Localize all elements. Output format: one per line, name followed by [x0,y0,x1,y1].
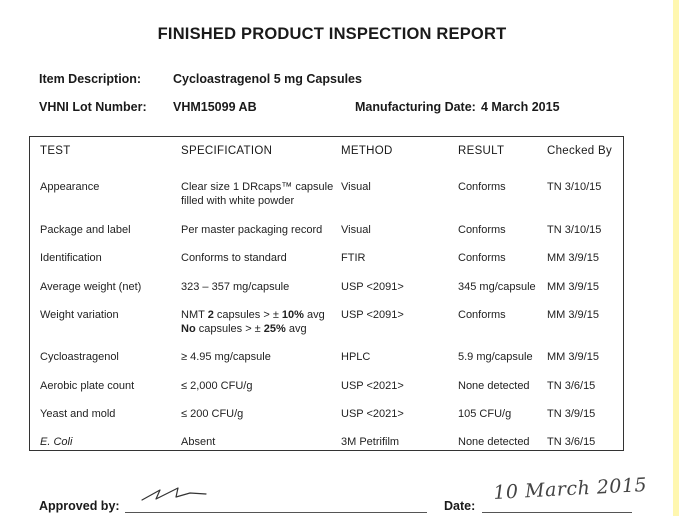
spec-bold: 10% [281,309,304,321]
cell-checked: MM 3/9/15 [547,252,599,264]
cell-checked: TN 3/9/15 [547,408,596,420]
lot-number-value: VHM15099 AB [173,100,257,114]
cell-checked: MM 3/9/15 [547,309,599,321]
cell-method: USP <2021> [341,380,404,392]
cell-spec: 323 – 357 mg/capsule [181,281,290,293]
cell-test: Appearance [40,181,100,193]
cell-checked: TN 3/10/15 [547,181,602,193]
cell-result: Conforms [458,309,506,321]
cell-spec-line2: filled with white powder [181,195,295,207]
cell-test: Package and label [40,224,131,236]
cell-checked: TN 3/10/15 [547,224,602,236]
spec-bold: 25% [263,323,286,335]
cell-spec: ≥ 4.95 mg/capsule [181,351,271,363]
spec-text: capsules > ± [213,309,282,321]
header-result: RESULT [458,145,505,157]
cell-test: Weight variation [40,309,119,321]
spec-text: NMT [181,309,208,321]
cell-result: Conforms [458,181,506,193]
cell-result: None detected [458,436,530,448]
handwritten-date: 10 March 2015 [492,473,648,504]
cell-checked: MM 3/9/15 [547,281,599,293]
header-specification: SPECIFICATION [181,145,273,157]
spec-text: capsules > ± [195,323,264,335]
cell-result: None detected [458,380,530,392]
header-test: TEST [40,145,71,157]
cell-method: HPLC [341,351,371,363]
cell-spec: ≤ 200 CFU/g [181,408,244,420]
cell-method: 3M Petrifilm [341,436,400,448]
inspection-table [29,136,624,451]
cell-result: Conforms [458,252,506,264]
signature-scribble [138,480,218,506]
cell-result: 5.9 mg/capsule [458,351,533,363]
cell-checked: TN 3/6/15 [547,436,596,448]
cell-result: 105 CFU/g [458,408,512,420]
cell-test: Cycloastragenol [40,351,119,363]
cell-method: FTIR [341,252,366,264]
cell-spec: Clear size 1 DRcaps™ capsule [181,181,334,193]
manufacturing-date-value: 4 March 2015 [481,100,560,114]
cell-method: Visual [341,181,371,193]
spec-text: avg [285,323,307,335]
cell-checked: MM 3/9/15 [547,351,599,363]
cell-spec: Per master packaging record [181,224,323,236]
item-description-value: Cycloastragenol 5 mg Capsules [173,72,362,86]
spec-bold: 2 [207,309,214,321]
cell-spec: Absent [181,436,216,448]
date-line [482,512,632,513]
cell-spec [181,308,325,322]
cell-test: Aerobic plate count [40,380,135,392]
page-edge [673,0,679,516]
cell-spec: Conforms to standard [181,252,287,264]
cell-test: Average weight (net) [40,281,142,293]
cell-test: E. Coli [40,436,73,448]
approved-signature-line [125,512,427,513]
cell-checked: TN 3/6/15 [547,380,596,392]
cell-method: USP <2021> [341,408,404,420]
report-title: FINISHED PRODUCT INSPECTION REPORT [157,25,507,43]
cell-test: Identification [40,252,102,264]
header-checked-by: Checked By [547,145,613,157]
cell-method: Visual [341,224,371,236]
item-description-label: Item Description: [39,72,142,86]
cell-method: USP <2091> [341,309,404,321]
cell-spec: ≤ 2,000 CFU/g [181,380,253,392]
cell-result: Conforms [458,224,506,236]
spec-bold: No [181,323,196,335]
cell-test: Yeast and mold [40,408,116,420]
lot-number-label: VHNI Lot Number: [39,100,147,114]
date-label: Date: [444,499,476,513]
cell-result: 345 mg/capsule [458,281,536,293]
approved-by-label: Approved by: [39,499,120,513]
cell-method: USP <2091> [341,281,404,293]
header-method: METHOD [341,145,393,157]
cell-spec-line2 [181,322,307,336]
spec-text: avg [303,309,325,321]
manufacturing-date-label: Manufacturing Date: [355,100,476,114]
